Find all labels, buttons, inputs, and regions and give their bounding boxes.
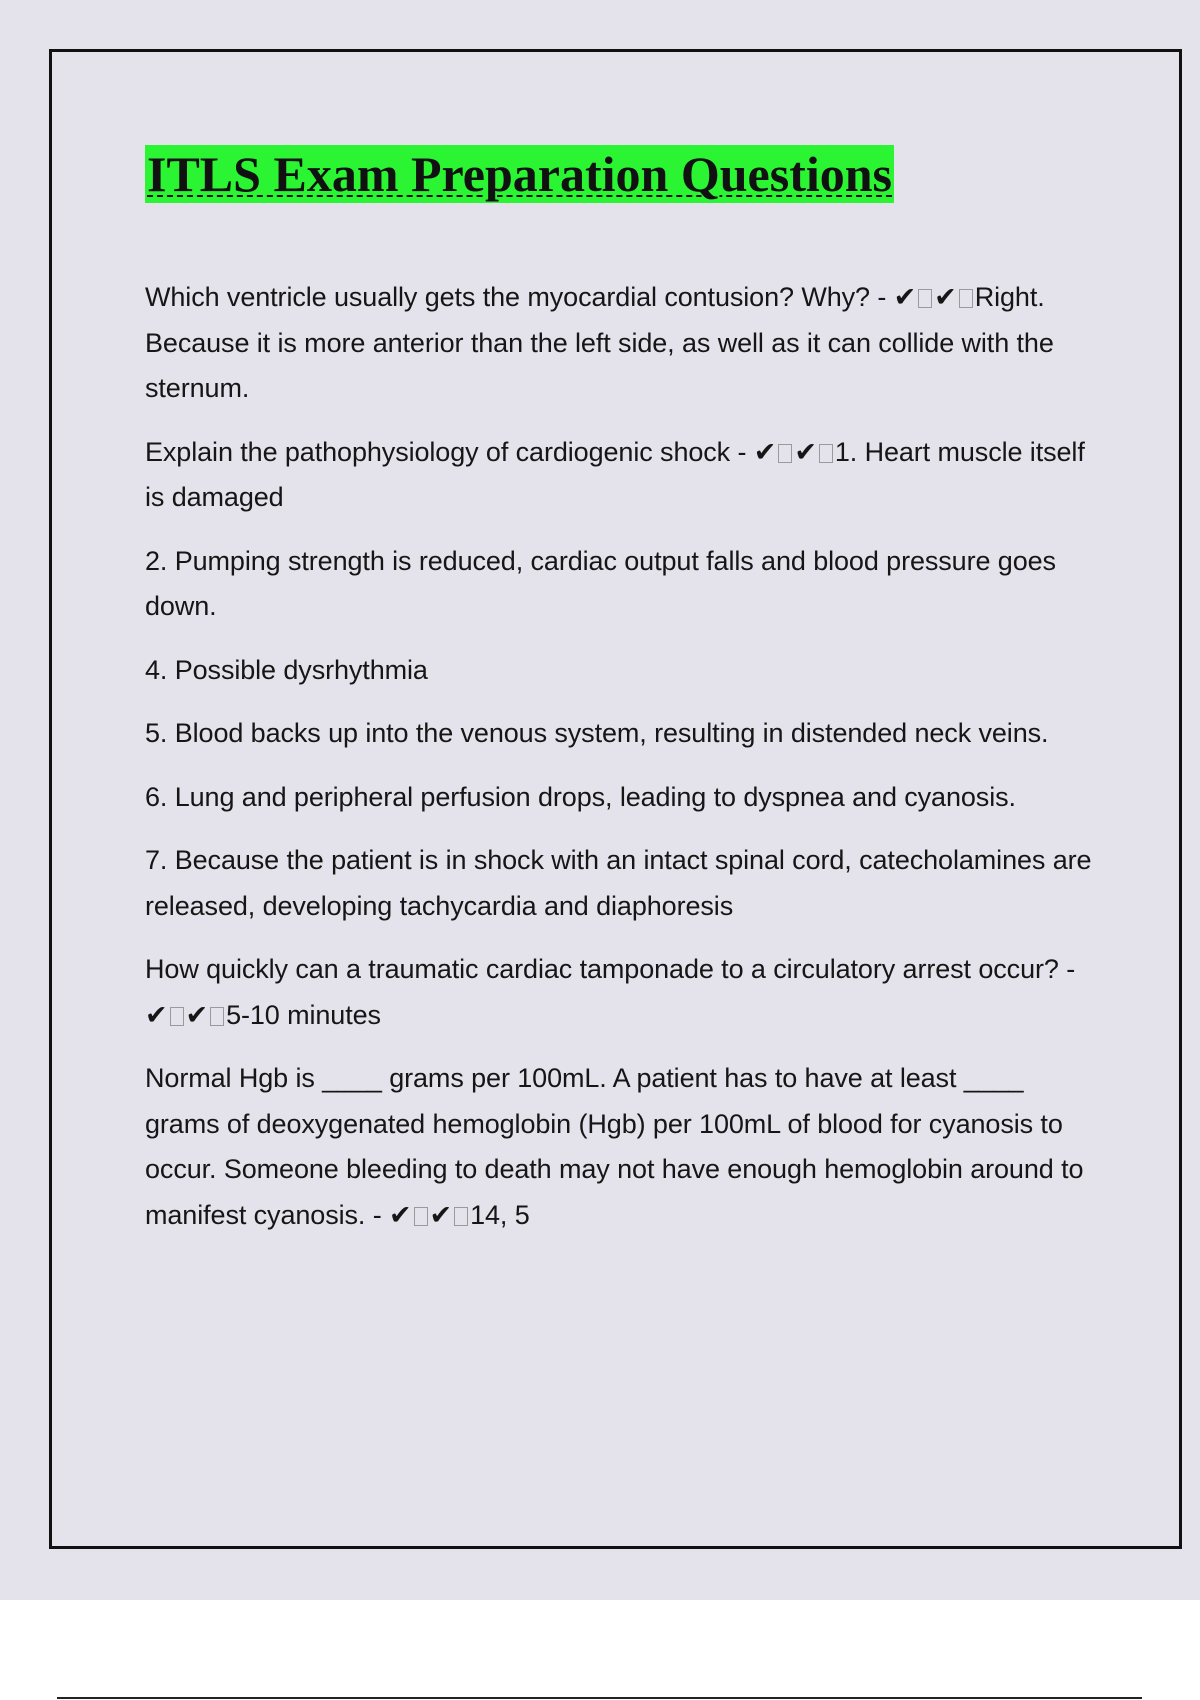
answer-text: 4. Possible dysrhythmia: [145, 654, 428, 685]
answer-continuation: [145, 775, 1095, 821]
qa-paragraph: [145, 275, 1095, 412]
checkmark-icon: ✔: [794, 436, 817, 468]
question-text: Normal Hgb is ____ grams per 100mL. A patient has to have at least ____ grams of deoxygenated hemoglobin (Hgb) per 100mL of blood for cyanosis to occur. Someone bleeding to death may not have enough hemoglobin around to manifest cyanosis. -: [145, 1063, 1084, 1230]
missing-glyph-box-icon: [454, 1207, 468, 1226]
answer-text: 7. Because the patient is in shock with an intact spinal cord, catecholamines are released, developing tachycardia and diaphoresis: [145, 845, 1092, 921]
checkmark-icon: ✔: [389, 1199, 412, 1231]
missing-glyph-box-icon: [918, 289, 932, 308]
document-title: ITLS Exam Preparation Questions: [147, 146, 892, 202]
answer-continuation: [145, 711, 1095, 757]
missing-glyph-box-icon: [170, 1007, 184, 1026]
missing-glyph-box-icon: [959, 289, 973, 308]
answer-text: 2. Pumping strength is reduced, cardiac output falls and blood pressure goes down.: [145, 545, 1056, 621]
checkmark-icon: ✔: [185, 999, 209, 1031]
checkmark-icon: ✔: [753, 436, 777, 468]
question-text: Which ventricle usually gets the myocardial contusion? Why? -: [145, 282, 894, 312]
missing-glyph-box-icon: [210, 1007, 224, 1026]
footer-divider: [57, 1697, 1142, 1699]
answer-text: 1. Heart muscle itself is damaged: [145, 436, 1085, 512]
missing-glyph-box-icon: [414, 1207, 428, 1226]
question-text: How quickly can a traumatic cardiac tamponade to a circulatory arrest occur? -: [145, 954, 1076, 984]
qa-list: [145, 275, 1095, 1238]
answer-text: 5. Blood backs up into the venous system, resulting in distended neck veins.: [145, 718, 1049, 748]
qa-paragraph: [145, 947, 1095, 1038]
answer-continuation: [145, 648, 1095, 694]
document-body: [145, 145, 1095, 1256]
answer-text: 14, 5: [470, 1199, 530, 1230]
qa-paragraph: [145, 1056, 1095, 1238]
checkmark-icon: ✔: [934, 282, 957, 313]
question-text: Explain the pathophysiology of cardiogenic shock -: [145, 436, 754, 467]
missing-glyph-box-icon: [819, 444, 833, 463]
checkmark-icon: ✔: [893, 282, 917, 313]
answer-text: 6. Lung and peripheral perfusion drops, leading to dyspnea and cyanosis.: [145, 781, 1016, 812]
checkmark-icon: ✔: [429, 1199, 453, 1231]
answer-continuation: [145, 838, 1095, 929]
missing-glyph-box-icon: [778, 444, 792, 463]
qa-paragraph: [145, 430, 1095, 521]
checkmark-icon: ✔: [145, 999, 168, 1031]
answer-text: 5-10 minutes: [226, 999, 381, 1030]
answer-text: Right. Because it is more anterior than the left side, as well as it can collide with the sternum.: [145, 282, 1054, 403]
answer-continuation: [145, 539, 1095, 630]
